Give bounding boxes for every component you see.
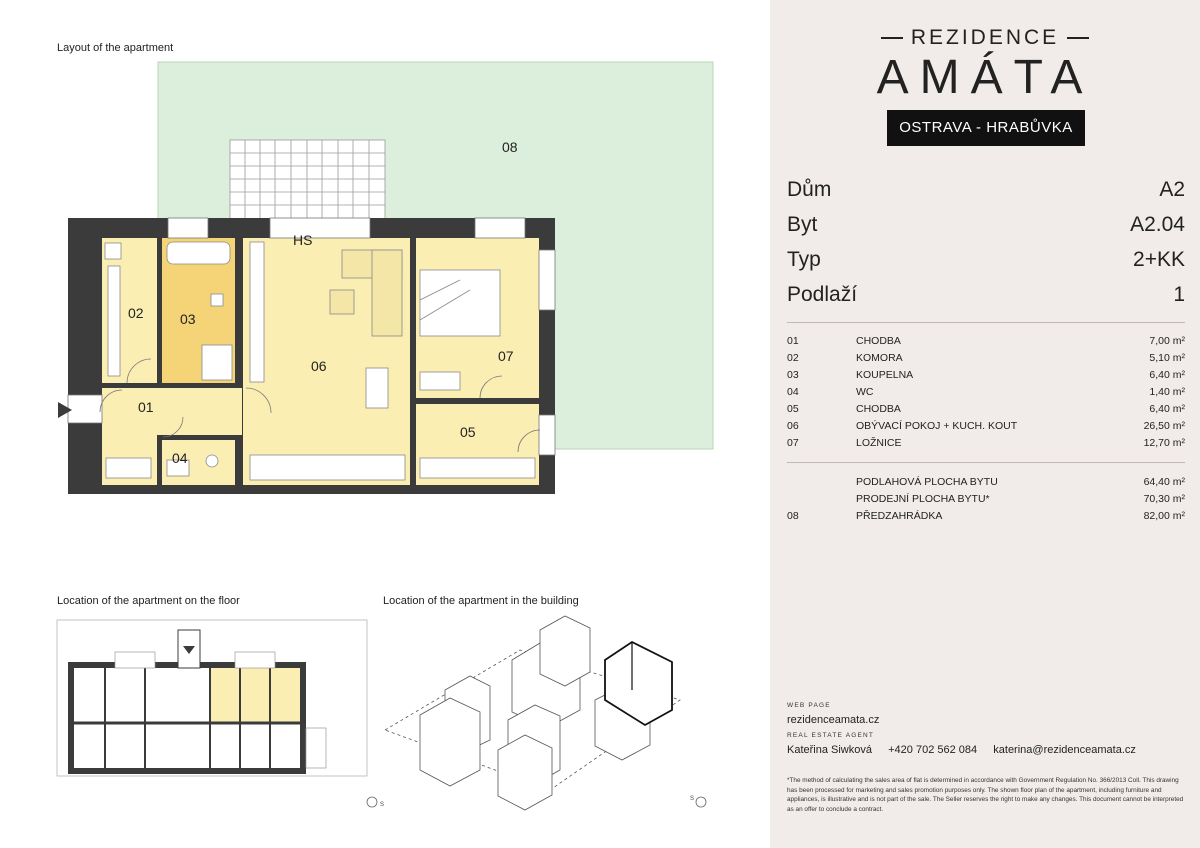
brand-dash-right [1067, 37, 1089, 39]
total-name: PRODEJNÍ PLOCHA BYTU* [856, 493, 990, 505]
total-area: 64,40 m² [1143, 476, 1185, 488]
room-num: 06 [787, 420, 799, 432]
label-03: 03 [180, 311, 196, 327]
room-area: 6,40 m² [1149, 403, 1185, 415]
brand-location: OSTRAVA - HRABŮVKA [887, 110, 1085, 146]
room-name: CHODBA [856, 335, 901, 347]
info-value: 1 [1173, 283, 1185, 306]
room-name: WC [856, 386, 874, 398]
room-num: 07 [787, 437, 799, 449]
room-num: 02 [787, 352, 799, 364]
brand-dash-left [881, 37, 903, 39]
disclaimer: *The method of calculating the sales area of flat is determined in accordance with Government Regulation No. 366/2013 Coll. This drawing has been processed for marketing and sales promotion purposes only. The shown floor plan of the apartment, including furniture and appliances, is illustrative and is not part of the sale. The Seller reserves the right to make any changes. This document cannot be interpreted as an offer to conclude a contract. [787, 777, 1184, 813]
label-02: 02 [128, 305, 144, 321]
room-area: 26,50 m² [1143, 420, 1185, 432]
info-label: Dům [787, 178, 832, 201]
label-hs: HS [293, 232, 313, 248]
room-num: 01 [787, 335, 799, 347]
room-area: 1,40 m² [1149, 386, 1185, 398]
building-location-diagram [385, 616, 680, 810]
agent-name: Kateřina Siwková [787, 744, 872, 756]
label-05: 05 [460, 424, 476, 440]
info-label: Byt [787, 213, 818, 236]
info-panel [770, 0, 1200, 848]
compass-icon [696, 797, 706, 807]
total-area: 82,00 m² [1143, 510, 1185, 522]
label-01: 01 [138, 399, 154, 415]
info-value: A2.04 [1130, 213, 1185, 236]
agent-contact [787, 744, 1136, 756]
divider [787, 462, 1185, 463]
room-area: 5,10 m² [1149, 352, 1185, 364]
compass-label-building: S [690, 796, 695, 802]
info-label: Typ [787, 248, 821, 271]
total-area: 70,30 m² [1143, 493, 1185, 505]
total-name: PODLAHOVÁ PLOCHA BYTU [856, 476, 998, 488]
room-name: OBÝVACÍ POKOJ + KUCH. KOUT [856, 420, 1018, 432]
room-name: LOŽNICE [856, 437, 902, 449]
floor-location-plan [57, 620, 377, 807]
building-title: Location of the apartment in the building [383, 595, 579, 607]
layout-title: Layout of the apartment [57, 42, 174, 54]
room-area: 12,70 m² [1143, 437, 1185, 449]
terrace-grid [230, 140, 385, 219]
room-area: 7,00 m² [1149, 335, 1185, 347]
label-08: 08 [502, 139, 518, 155]
brand-main: AMÁTA [876, 51, 1094, 104]
total-num: 08 [787, 510, 799, 522]
label-07: 07 [498, 348, 514, 364]
room-name: KOMORA [856, 352, 903, 364]
brand-top [770, 26, 1200, 50]
info-value: 2+KK [1133, 248, 1185, 271]
web-label: WEB PAGE [787, 702, 831, 709]
divider [787, 322, 1185, 323]
room-name: CHODBA [856, 403, 901, 415]
room-num: 05 [787, 403, 799, 415]
compass-label-floor: S [380, 802, 385, 808]
web-link[interactable]: rezidenceamata.cz [787, 714, 880, 726]
floor-title: Location of the apartment on the floor [57, 595, 240, 607]
label-04: 04 [172, 450, 188, 466]
label-06: 06 [311, 358, 327, 374]
room-area: 6,40 m² [1149, 369, 1185, 381]
info-label: Podlaží [787, 283, 858, 306]
total-name: PŘEDZAHRÁDKA [856, 510, 943, 522]
brand-top-text: REZIDENCE [910, 26, 1060, 49]
agent-label: REAL ESTATE AGENT [787, 732, 875, 739]
room-num: 03 [787, 369, 799, 381]
room-name: KOUPELNA [856, 369, 914, 381]
agent-email[interactable]: katerina@rezidenceamata.cz [993, 744, 1136, 756]
info-value: A2 [1159, 178, 1185, 201]
room-num: 04 [787, 386, 799, 398]
agent-phone[interactable]: +420 702 562 084 [888, 744, 978, 756]
